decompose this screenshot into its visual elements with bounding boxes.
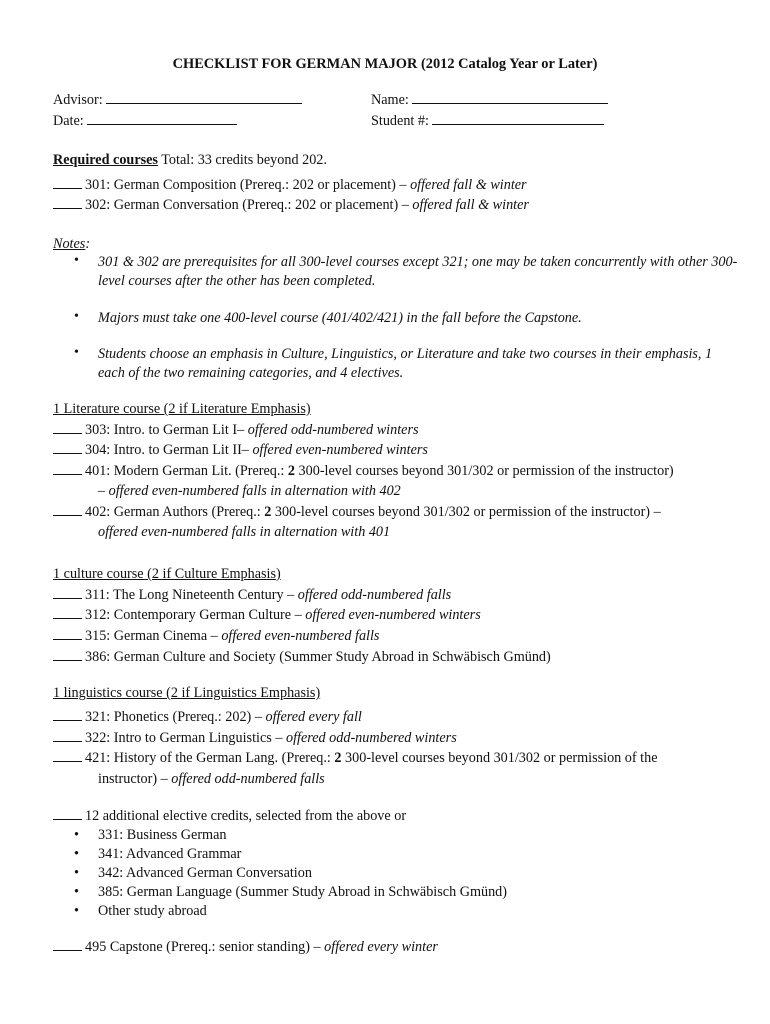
elective-item (74, 826, 226, 845)
course-401-offer: – offered even-numbered falls in alternation with 402 (98, 483, 401, 499)
course-386 (53, 648, 551, 666)
required-courses-label: Required courses (53, 152, 158, 168)
course-311 (53, 586, 451, 604)
course-301 (53, 176, 527, 194)
note-3: Students choose an emphasis in Culture, Linguistics, or Literature and take two courses in their emphasis, 1 each of the two remaining categories, and 4 electives. (98, 346, 713, 381)
checkbox-line[interactable] (53, 938, 82, 951)
advisor-label: Advisor: (53, 92, 103, 108)
course-312 (53, 606, 481, 624)
course-text: instructor) – (98, 771, 168, 787)
bullet-icon: • (74, 309, 79, 324)
offer-text: offered fall & winter (410, 177, 527, 193)
course-421 (53, 749, 658, 767)
elective-item (74, 902, 207, 921)
student-number-blank[interactable] (432, 112, 604, 125)
required-total: Total: 33 credits beyond 202. (157, 152, 327, 168)
bullet-icon: • (74, 884, 79, 900)
bullet-icon: • (74, 827, 79, 843)
course-401 (53, 462, 674, 480)
elective-item (74, 883, 507, 902)
required-courses-heading (53, 151, 327, 169)
offer-text: offered odd-numbered winters (247, 422, 419, 438)
checkbox-line[interactable] (53, 807, 82, 820)
elective-text: Other study abroad (98, 903, 207, 919)
course-text: 321: Phonetics (Prereq.: 202) – (85, 709, 262, 725)
course-text: 322: Intro to German Linguistics – (85, 730, 283, 746)
checkbox-line[interactable] (53, 708, 82, 721)
advisor-blank[interactable] (106, 91, 302, 104)
course-text: 303: Intro. to German Lit I– (85, 422, 245, 438)
date-blank[interactable] (87, 112, 237, 125)
course-495-capstone (53, 938, 438, 956)
date-field (53, 112, 237, 130)
checkbox-line[interactable] (53, 627, 82, 640)
checkbox-line[interactable] (53, 749, 82, 762)
course-402-offer: offered even-numbered falls in alternation with 401 (98, 524, 391, 540)
offer-text: offered every fall (265, 709, 362, 725)
elective-text: 342: Advanced German Conversation (98, 865, 312, 881)
offer-text: offered even-numbered falls (221, 628, 380, 644)
course-text: 401: Modern German Lit. (Prereq.: (85, 463, 285, 479)
bullet-icon: • (74, 903, 79, 919)
course-421-continued (98, 770, 325, 788)
notes-heading (53, 235, 90, 253)
course-text: 302: German Conversation (Prereq.: 202 or placement) – (85, 197, 409, 213)
course-text: 402: German Authors (Prereq.: (85, 504, 261, 520)
notes-colon: : (85, 236, 91, 252)
course-text: 421: History of the German Lang. (Prereq.: (85, 750, 331, 766)
checkbox-line[interactable] (53, 648, 82, 661)
bullet-icon: • (74, 345, 79, 360)
advisor-field (53, 91, 302, 109)
student-number-label: Student #: (371, 113, 429, 129)
course-304 (53, 441, 428, 459)
note-1: 301 & 302 are prerequisites for all 300-level courses except 321; one may be taken concurrently with other 300-level courses after the other has been completed. (98, 254, 738, 289)
offer-text: offered even-numbered winters (252, 442, 428, 458)
course-text: 300-level courses beyond 301/302 or permission of the instructor) (298, 463, 674, 479)
checkbox-line[interactable] (53, 503, 82, 516)
course-322 (53, 729, 457, 747)
offer-text: offered fall & winter (412, 197, 529, 213)
literature-heading: 1 Literature course (2 if Literature Emphasis) (53, 401, 311, 417)
course-count: 2 (264, 504, 272, 520)
course-text: 301: German Composition (Prereq.: 202 or placement) – (85, 177, 407, 193)
course-text: 311: The Long Nineteenth Century – (85, 587, 295, 603)
course-302 (53, 196, 529, 214)
course-count: 2 (287, 463, 295, 479)
checkbox-line[interactable] (53, 196, 82, 209)
page-title: CHECKLIST FOR GERMAN MAJOR (2012 Catalog Year or Later) (172, 56, 598, 72)
electives-intro (53, 807, 406, 825)
course-402 (53, 503, 661, 521)
course-text: 495 Capstone (Prereq.: senior standing) – (85, 939, 321, 955)
offer-text: offered every winter (324, 939, 438, 955)
course-text: 300-level courses beyond 301/302 or permission of the (345, 750, 658, 766)
elective-text: 331: Business German (98, 827, 227, 843)
culture-heading: 1 culture course (2 if Culture Emphasis) (53, 566, 281, 582)
course-315 (53, 627, 379, 645)
checkbox-line[interactable] (53, 606, 82, 619)
offer-text: offered odd-numbered falls (171, 771, 325, 787)
checkbox-line[interactable] (53, 176, 82, 189)
date-label: Date: (53, 113, 84, 129)
checkbox-line[interactable] (53, 729, 82, 742)
offer-text: offered odd-numbered falls (297, 587, 452, 603)
course-text: 312: Contemporary German Culture – (85, 607, 302, 623)
linguistics-heading: 1 linguistics course (2 if Linguistics Emphasis) (53, 685, 321, 701)
course-text: 315: German Cinema – (85, 628, 218, 644)
checkbox-line[interactable] (53, 462, 82, 475)
name-field (371, 91, 608, 109)
bullet-icon: • (74, 846, 79, 862)
elective-text: 385: German Language (Summer Study Abroad in Schwäbisch Gmünd) (98, 884, 507, 900)
offer-text: offered odd-numbered winters (285, 730, 457, 746)
elective-text: 341: Advanced Grammar (98, 846, 242, 862)
course-text: 386: German Culture and Society (Summer Study Abroad in Schwäbisch Gmünd) (85, 649, 551, 665)
checkbox-line[interactable] (53, 586, 82, 599)
bullet-icon: • (74, 253, 79, 268)
electives-intro-text: 12 additional elective credits, selected from the above or (85, 808, 407, 824)
elective-item (74, 864, 312, 883)
offer-text: offered even-numbered winters (305, 607, 481, 623)
checkbox-line[interactable] (53, 421, 82, 434)
course-303 (53, 421, 418, 439)
name-blank[interactable] (412, 91, 608, 104)
name-label: Name: (371, 92, 409, 108)
course-text: 300-level courses beyond 301/302 or permission of the instructor) – (274, 504, 661, 520)
bullet-icon: • (74, 865, 79, 881)
checkbox-line[interactable] (53, 441, 82, 454)
course-321 (53, 708, 362, 726)
student-number-field (371, 112, 604, 130)
course-text: 304: Intro. to German Lit II– (85, 442, 249, 458)
note-2: Majors must take one 400-level course (401/402/421) in the fall before the Capstone. (98, 310, 582, 326)
course-count: 2 (334, 750, 342, 766)
notes-label: Notes (53, 236, 86, 252)
elective-item (74, 845, 241, 864)
